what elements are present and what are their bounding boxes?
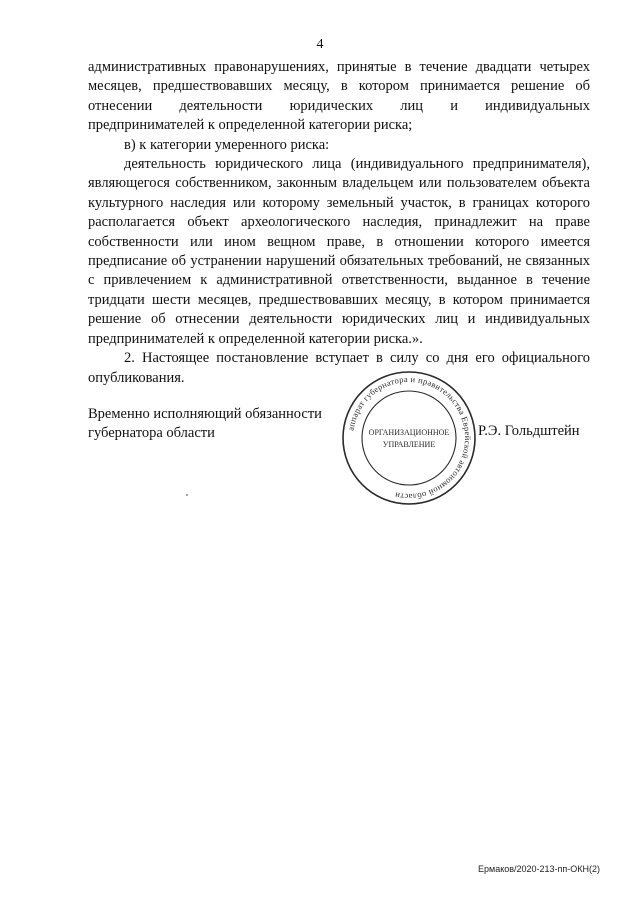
paragraph-effective-date: 2. Настоящее постановление вступает в силу со дня его официального опубликования. xyxy=(88,350,590,386)
scan-speck xyxy=(186,494,188,496)
signature-position xyxy=(88,405,322,444)
seal-center-line2: УПРАВЛЕНИЕ xyxy=(382,440,436,449)
paragraph-category-heading: в) к категории умеренного риска: xyxy=(124,136,330,153)
paragraph-continuation: административных правонарушениях, принятые в течение двадцати четырех месяцев, предшествовавших месяцу, в котором принимается решение об отнесении деятельности юридических лиц и индивидуальных предпринимателей к определенной категории риска; xyxy=(88,59,590,134)
seal-center-line1: ОРГАНИЗАЦИОННОЕ xyxy=(368,428,450,437)
page-number: 4 xyxy=(316,37,324,52)
document-footer-code: Ермаков/2020-213-пп-ОКН(2) xyxy=(478,864,601,874)
seal-outer-text: аппарат губернатора и правительства Еврейской автономной области xyxy=(345,373,474,503)
official-seal-stamp xyxy=(338,367,480,509)
document-body xyxy=(88,58,590,388)
paragraph-moderate-risk: деятельность юридического лица (индивидуального предпринимателя), являющегося собственником, законным владельцем или пользователем объекта культурного наследия или которому земельный участок, в границах которого располагается объект археологического наследия, принадлежит на праве собственности или ином вещном праве, в отношении которого имеется предписание об устранении нарушений обязательных требований, не связанных с привлечением к административной ответственности, выданное в течение тридцати шести месяцев, предшествовавших месяцу, в котором принимается решение об отнесении деятельности юридических лиц и индивидуальных предпринимателей к определенной категории риска.». xyxy=(88,156,590,347)
signature-position-line1: Временно исполняющий обязанности xyxy=(88,406,322,422)
signer-name: Р.Э. Гольдштейн xyxy=(478,423,580,439)
signature-position-line2: губернатора области xyxy=(88,425,215,442)
